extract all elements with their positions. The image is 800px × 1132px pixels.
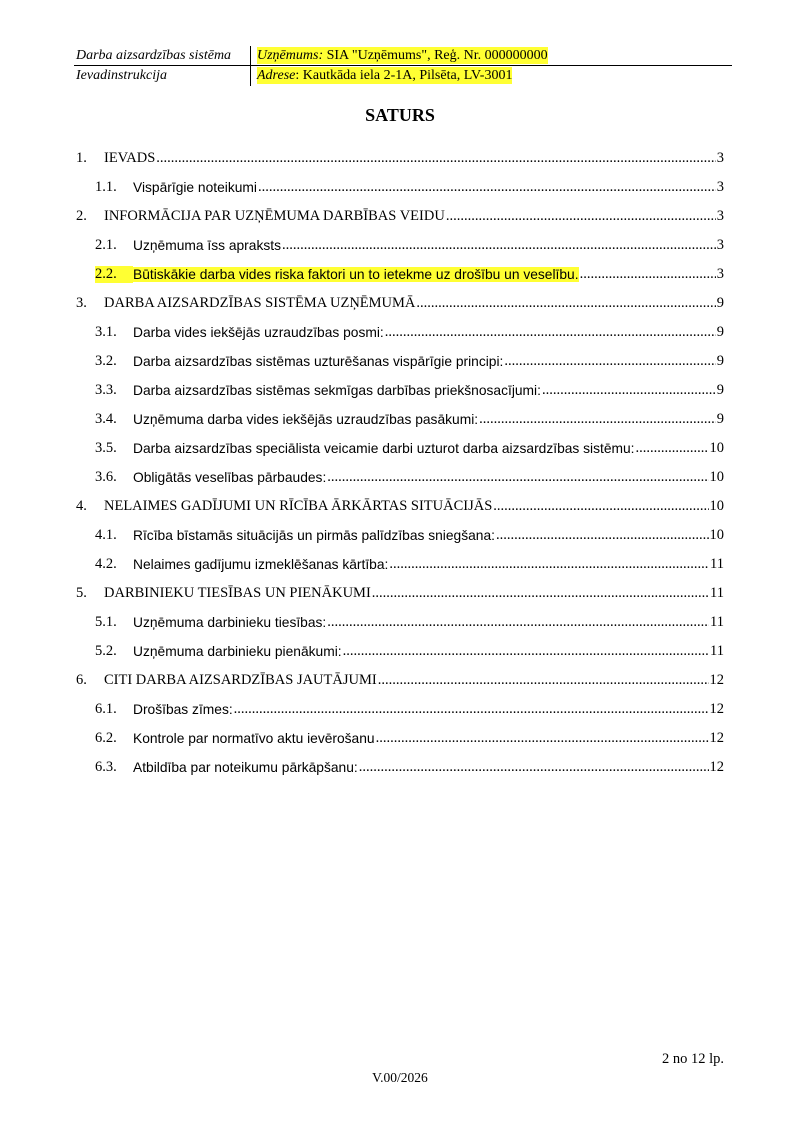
toc-entry-number: 5. bbox=[76, 585, 87, 601]
toc-entry[interactable] bbox=[76, 405, 724, 434]
toc-dot-leader bbox=[282, 237, 716, 254]
toc-entry-title: CITI DARBA AIZSARDZĪBAS JAUTĀJUMI bbox=[104, 672, 377, 688]
toc-entry[interactable] bbox=[76, 260, 724, 289]
toc-entry-title: Atbildība par noteikumu pārkāpšanu: bbox=[133, 760, 358, 775]
toc-entry-title: DARBINIEKU TIESĪBAS UN PIENĀKUMI bbox=[104, 585, 371, 601]
toc-dot-leader bbox=[580, 266, 716, 283]
toc-entry-page: 10 bbox=[709, 440, 724, 456]
toc-entry-number: 3.6. bbox=[95, 469, 117, 485]
toc-dot-leader bbox=[636, 440, 709, 457]
header-divider bbox=[250, 46, 251, 86]
toc-entry[interactable] bbox=[76, 231, 724, 260]
toc-entry-number: 2. bbox=[76, 208, 87, 224]
toc-entry-page: 9 bbox=[716, 353, 724, 369]
toc-entry-number: 6.2. bbox=[95, 730, 117, 746]
toc-entry-number: 2.2. bbox=[95, 266, 133, 283]
toc-entry-number: 5.2. bbox=[95, 643, 117, 659]
toc-entry[interactable] bbox=[76, 579, 724, 608]
toc-entry[interactable] bbox=[76, 724, 724, 753]
toc-entry-page: 9 bbox=[716, 411, 724, 427]
toc-entry-number: 3. bbox=[76, 295, 87, 311]
toc-entry-page: 12 bbox=[709, 759, 724, 775]
header-company-label: Uzņēmums: bbox=[257, 48, 324, 63]
toc-entry-title: Obligātās veselības pārbaudes: bbox=[133, 470, 327, 485]
toc-entry-number: 4.1. bbox=[95, 527, 117, 543]
toc-entry[interactable] bbox=[76, 173, 724, 202]
toc-dot-leader bbox=[258, 179, 716, 196]
toc-entry-page: 3 bbox=[716, 266, 724, 282]
toc-entry-number: 6. bbox=[76, 672, 87, 688]
toc-entry-page: 9 bbox=[716, 295, 724, 311]
toc-entry-title: Darba aizsardzības sistēmas uzturēšanas vispārīgie principi: bbox=[133, 354, 504, 369]
toc-entry-title: Uzņēmuma īss apraksts bbox=[133, 238, 281, 253]
toc-entry-title: Nelaimes gadījumu izmeklēšanas kārtība: bbox=[133, 557, 389, 572]
toc-dot-leader bbox=[372, 585, 709, 602]
toc-entry[interactable] bbox=[76, 202, 724, 231]
toc-entry-title: NELAIMES GADĪJUMI UN RĪCĪBA ĀRKĀRTAS SITUĀCIJĀS bbox=[104, 498, 493, 514]
toc-entry-number: 3.3. bbox=[95, 382, 117, 398]
toc-entry-number: 3.4. bbox=[95, 411, 117, 427]
toc-entry-number: 6.3. bbox=[95, 759, 117, 775]
toc-entry-page: 12 bbox=[709, 701, 724, 717]
toc-entry-title: Darba vides iekšējās uzraudzības posmi: bbox=[133, 325, 384, 340]
toc-entry-page: 10 bbox=[709, 527, 724, 543]
toc-entry-number: 1. bbox=[76, 150, 87, 166]
toc-dot-leader bbox=[378, 672, 709, 689]
toc-entry-number: 4.2. bbox=[95, 556, 117, 572]
toc-entry-title: Uzņēmuma darbinieku tiesības: bbox=[133, 615, 327, 630]
toc-entry[interactable] bbox=[76, 463, 724, 492]
toc-entry[interactable] bbox=[76, 144, 724, 173]
toc-entry-number: 6.1. bbox=[95, 701, 117, 717]
toc-entry[interactable] bbox=[76, 318, 724, 347]
header-address-value: : Kautkāda iela 2-1A, Pilsēta, LV-3001 bbox=[295, 68, 513, 83]
header-company bbox=[257, 47, 548, 64]
toc-entry[interactable] bbox=[76, 376, 724, 405]
toc-entry-page: 10 bbox=[709, 498, 724, 514]
toc-entry-title: Vispārīgie noteikumi bbox=[133, 180, 257, 195]
toc-entry[interactable] bbox=[76, 608, 724, 637]
toc-entry-title: Darba aizsardzības sistēmas sekmīgas darbības priekšnosacījumi: bbox=[133, 383, 541, 398]
toc-entry-page: 11 bbox=[710, 643, 724, 659]
toc-entry[interactable] bbox=[76, 347, 724, 376]
toc-entry-number: 4. bbox=[76, 498, 87, 514]
toc-entry-page: 3 bbox=[716, 179, 724, 195]
table-of-contents bbox=[76, 144, 724, 782]
header-address bbox=[257, 67, 512, 84]
toc-dot-leader bbox=[343, 643, 709, 660]
toc-dot-leader bbox=[446, 208, 716, 225]
toc-dot-leader bbox=[504, 353, 715, 370]
toc-entry-title: Drošības zīmes: bbox=[133, 702, 233, 717]
toc-entry-title: Darba aizsardzības speciālista veicamie darbi uzturot darba aizsardzības sistēmu: bbox=[133, 441, 635, 456]
toc-entry-number: 3.1. bbox=[95, 324, 117, 340]
toc-entry-page: 9 bbox=[716, 324, 724, 340]
toc-dot-leader bbox=[234, 701, 709, 718]
toc-entry-title: Kontrole par normatīvo aktu ievērošanu bbox=[133, 731, 375, 746]
toc-entry-title: Būtiskākie darba vides riska faktori un to ietekme uz drošību un veselību. bbox=[133, 267, 579, 282]
toc-entry-number: 5.1. bbox=[95, 614, 117, 630]
toc-entry[interactable] bbox=[76, 695, 724, 724]
toc-dot-leader bbox=[359, 759, 709, 776]
toc-entry-page: 11 bbox=[710, 556, 724, 572]
toc-entry-number: 3.2. bbox=[95, 353, 117, 369]
toc-entry-page: 11 bbox=[710, 585, 724, 601]
toc-entry-number: 2.1. bbox=[95, 237, 117, 253]
header-system-name: Darba aizsardzības sistēma bbox=[76, 48, 232, 63]
toc-entry-number: 3.5. bbox=[95, 440, 117, 456]
toc-entry-page: 9 bbox=[716, 382, 724, 398]
toc-entry[interactable] bbox=[76, 521, 724, 550]
toc-entry-page: 12 bbox=[709, 730, 724, 746]
header-company-value: SIA "Uzņēmums", Reģ. Nr. 000000000 bbox=[323, 48, 548, 63]
toc-entry[interactable] bbox=[76, 289, 724, 318]
toc-dot-leader bbox=[493, 498, 708, 515]
toc-entry-title: Rīcība bīstamās situācijās un pirmās palīdzības sniegšana: bbox=[133, 528, 495, 543]
toc-entry-title: Uzņēmuma darba vides iekšējās uzraudzības pasākumi: bbox=[133, 412, 479, 427]
toc-entry[interactable] bbox=[76, 492, 724, 521]
toc-entry-title: Uzņēmuma darbinieku pienākumi: bbox=[133, 644, 342, 659]
toc-dot-leader bbox=[327, 469, 708, 486]
toc-dot-leader bbox=[385, 324, 716, 341]
toc-dot-leader bbox=[376, 730, 709, 747]
toc-entry-title: DARBA AIZSARDZĪBAS SISTĒMA UZŅĒMUMĀ bbox=[104, 295, 416, 311]
header-rule bbox=[74, 65, 732, 66]
toc-dot-leader bbox=[389, 556, 709, 573]
toc-entry-title: INFORMĀCIJA PAR UZŅĒMUMA DARBĪBAS VEIDU bbox=[104, 208, 445, 224]
toc-entry[interactable] bbox=[76, 753, 724, 782]
toc-entry-page: 10 bbox=[709, 469, 724, 485]
toc-entry-number: 1.1. bbox=[95, 179, 117, 195]
toc-entry-page: 3 bbox=[716, 150, 724, 166]
toc-entry[interactable] bbox=[76, 550, 724, 579]
toc-dot-leader bbox=[479, 411, 716, 428]
toc-dot-leader bbox=[156, 150, 715, 167]
toc-entry-title: IEVADS bbox=[104, 150, 156, 166]
toc-entry-page: 12 bbox=[709, 672, 724, 688]
header-document-type: Ievadinstrukcija bbox=[76, 68, 167, 83]
toc-title: SATURS bbox=[365, 105, 435, 125]
toc-entry[interactable] bbox=[76, 434, 724, 463]
toc-entry-page: 3 bbox=[716, 237, 724, 253]
page-indicator: 2 no 12 lp. bbox=[661, 1051, 724, 1067]
toc-entry[interactable] bbox=[76, 666, 724, 695]
toc-entry-page: 3 bbox=[716, 208, 724, 224]
toc-entry[interactable] bbox=[76, 637, 724, 666]
toc-entry-page: 11 bbox=[710, 614, 724, 630]
header-address-label: Adrese bbox=[257, 68, 296, 83]
toc-dot-leader bbox=[416, 295, 715, 312]
document-header bbox=[74, 46, 732, 86]
toc-dot-leader bbox=[542, 382, 716, 399]
toc-dot-leader bbox=[496, 527, 709, 544]
toc-dot-leader bbox=[327, 614, 709, 631]
document-version: V.00/2026 bbox=[372, 1070, 428, 1085]
